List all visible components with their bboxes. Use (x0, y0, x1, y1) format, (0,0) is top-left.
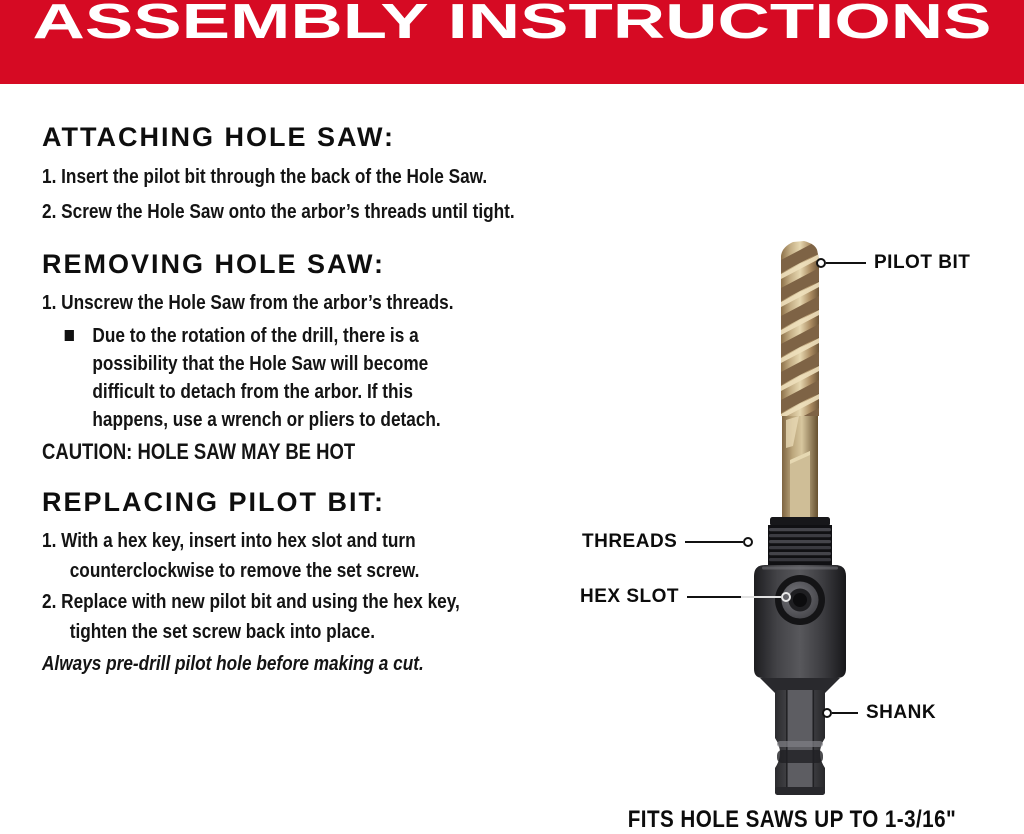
shank-leader-dot-icon (822, 708, 832, 718)
threads-leader-line (685, 541, 743, 544)
removing-heading: REMOVING HOLE SAW: (42, 249, 386, 279)
fits-hole-saws-caption: FITS HOLE SAWS UP TO 1-3/16" (627, 806, 957, 833)
predrill-note: Always pre-drill pilot hole before making a cut. (42, 652, 424, 675)
hex-slot-label-text: HEX SLOT (580, 586, 680, 607)
square-bullet-icon (65, 330, 74, 341)
bullet-line: difficult to detach from the arbor. If this (92, 380, 413, 403)
page-title-text: ASSEMBLY INSTRUCTIONS (32, 0, 992, 49)
bullet-line: happens, use a wrench or pliers to detach. (92, 408, 441, 431)
hex-slot-leader-dot-icon (781, 592, 791, 602)
shank-label (822, 702, 936, 724)
hex-slot-leader-line-light (741, 596, 781, 599)
pilot-bit-leader-dot-icon (816, 258, 826, 268)
threads-graphic (768, 525, 832, 566)
hex-slot-leader-line (687, 596, 741, 599)
step-line: 2. Replace with new pilot bit and using the hex key, (42, 590, 460, 613)
hex-slot-label (580, 586, 791, 608)
step-line: counterclockwise to remove the set screw. (69, 559, 420, 582)
shank-graphic (760, 678, 840, 795)
shank-label-text: SHANK (866, 702, 937, 723)
attaching-step-2: 2. Screw the Hole Saw onto the arbor’s threads until tight. (42, 200, 515, 223)
threads-label-text: THREADS (582, 531, 678, 552)
arbor-body-graphic (754, 565, 846, 678)
shank-leader-line (832, 712, 858, 715)
pilot-bit-label (816, 252, 970, 274)
removing-bullet-item (42, 322, 441, 434)
bullet-line: Due to the rotation of the drill, there is a (92, 324, 419, 347)
pilot-bit-label-text: PILOT BIT (874, 252, 971, 273)
replacing-step-2 (42, 587, 460, 647)
collar-graphic (770, 517, 830, 526)
bullet-line: possibility that the Hole Saw will become (92, 352, 429, 375)
step-line: 1. With a hex key, insert into hex slot and turn (42, 529, 416, 552)
pilot-bit-leader-line (826, 262, 866, 265)
step-line: tighten the set screw back into place. (69, 620, 375, 643)
attaching-step-1: 1. Insert the pilot bit through the back of the Hole Saw. (42, 165, 488, 188)
caution-note: CAUTION: HOLE SAW MAY BE HOT (42, 439, 356, 464)
page-title (0, 0, 1024, 50)
removing-step-1: 1. Unscrew the Hole Saw from the arbor’s threads. (42, 291, 454, 314)
threads-leader-dot-icon (743, 537, 753, 547)
replacing-heading: REPLACING PILOT BIT: (42, 487, 385, 517)
replacing-step-1 (42, 526, 419, 586)
header-band (0, 0, 1024, 84)
attaching-heading: ATTACHING HOLE SAW: (42, 122, 395, 152)
threads-label (582, 531, 753, 553)
pilot-bit-graphic (781, 240, 819, 517)
